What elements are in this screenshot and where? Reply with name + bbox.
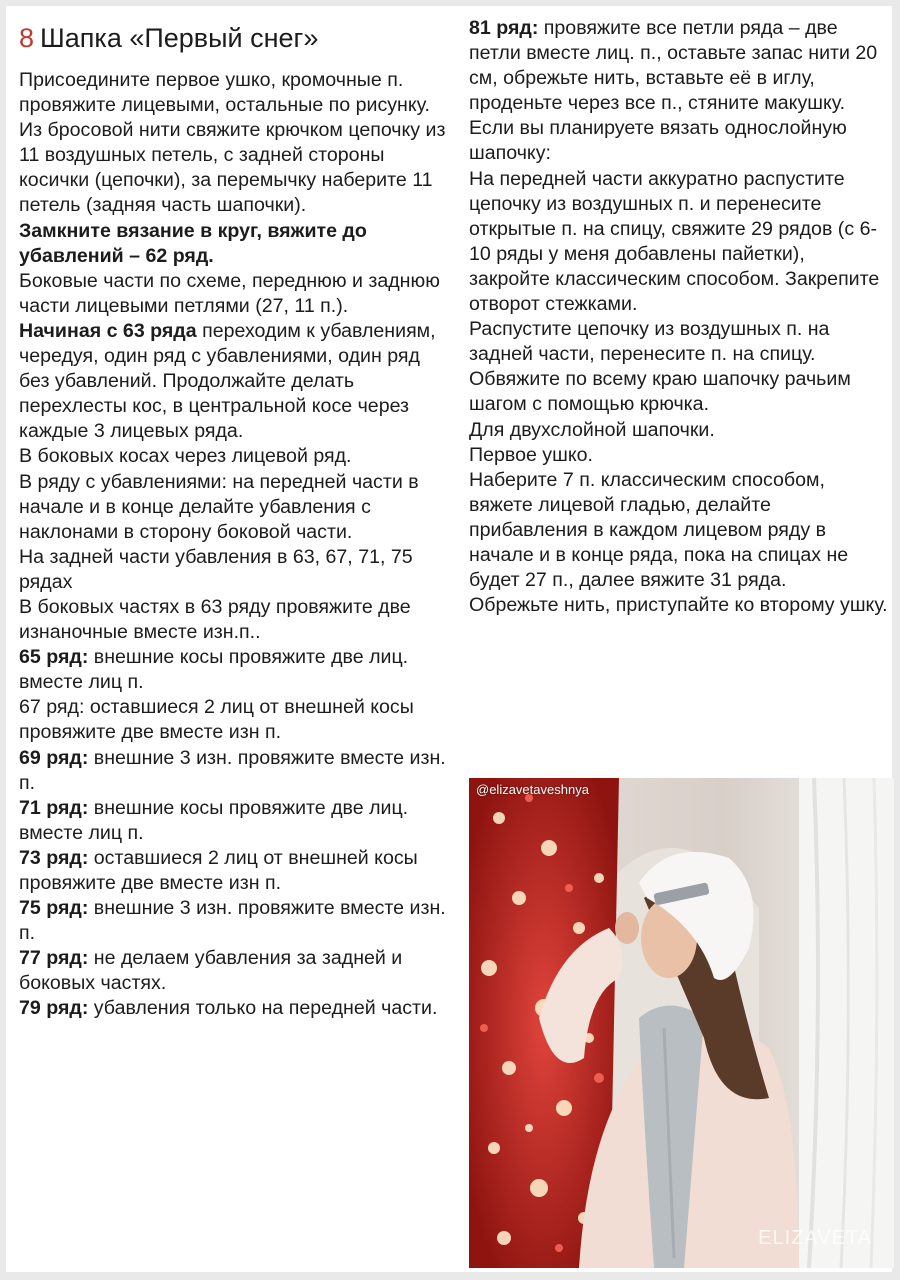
row-69 (19, 746, 449, 796)
row-71-label: 71 ряд: (19, 796, 89, 819)
paragraph-double-layer: Для двухслойной шапочки. (469, 418, 715, 441)
row-71 (19, 796, 449, 846)
paragraph-ear-cast-on: Наберите 7 п. классическим способом, вяжете лицевой гладью, делайте прибавления в каждом лицевом ряду в начале и в конце ряда, пока на спицах не будет 27 п., далее вяжите 31 ряда. (469, 468, 849, 592)
row-81-label: 81 ряд: (469, 17, 539, 39)
row-65-text: внешние косы провяжите две лиц. вместе лиц п. (19, 646, 409, 694)
row-69-label: 69 ряд: (19, 746, 89, 769)
paragraph-front-part: На передней части аккуратно распустите цепочку из воздушных п. и перенесите открытые п. на спицу, свяжите 29 рядов (с 6-10 ряды у меня добавлены пайетки), закройте классическим способом. Закрепите отворот стежками. (469, 167, 880, 316)
row-75 (19, 896, 449, 946)
paragraph-decrease-row: В ряду с убавлениями: на передней части в начале и в конце делайте убавления с наклонами в сторону боковой части. (19, 470, 419, 543)
paragraph-ear-attach: Присоедините первое ушко, кромочные п. провяжите лицевыми, остальные по рисунку. (19, 69, 430, 117)
paragraph-single-layer: Если вы планируете вязать однослойную шапочку: (469, 117, 847, 165)
row-75-text: внешние 3 изн. провяжите вместе изн. п. (19, 897, 446, 945)
row-77-text: не делаем убавления за задней и боковых частях. (19, 947, 403, 995)
row-73-label: 73 ряд: (19, 846, 89, 869)
row-79 (19, 996, 449, 1021)
row-81-text: провяжите все петли ряда – две петли вместе лиц. п., оставьте запас нити 20 см, обрежьте нить, вставьте её в иглу, проденьте через все п., стяните макушку. (469, 17, 878, 115)
row-67: 67 ряд: оставшиеся 2 лиц от внешней косы провяжите две вместе изн п. (19, 696, 414, 744)
row-77-label: 77 ряд: (19, 947, 89, 970)
title-text: Шапка «Первый снег» (40, 23, 319, 53)
row-77 (19, 946, 449, 996)
hat-photo (469, 778, 894, 1268)
row-69-text: внешние 3 изн. провяжите вместе изн. п. (19, 746, 446, 794)
photo-illustration (469, 778, 894, 1268)
row-71-text: внешние косы провяжите две лиц. вместе лиц п. (19, 796, 409, 844)
row-63-label: Начиная с 63 ряда (19, 319, 197, 342)
photo-handle: @elizavetaveshnya (476, 782, 589, 797)
row-81 (469, 16, 889, 116)
row-79-label: 79 ряд: (19, 997, 89, 1020)
paragraph-sides: Боковые части по схеме, переднюю и заднюю части лицевыми петлями (27, 11 п.). (19, 269, 440, 317)
paragraph-row-63 (19, 319, 449, 444)
row-63-text: переходим к убавлениям, чередуя, один ряд с убавлениями, один ряд без убавлений. Продолжайте делать перехлесты кос, в центральной косе через каждые 3 лицевых ряда. (19, 319, 436, 443)
page-title (19, 20, 449, 56)
paragraph-chain: Из бросовой нити свяжите крючком цепочку из 11 воздушных петель, с задней стороны косички (цепочки), за перемычку наберите 11 петель (задняя часть шапочки). (19, 119, 446, 217)
paragraph-side-cables: В боковых косах через лицевой ряд. (19, 445, 352, 468)
row-65 (19, 645, 449, 695)
paragraph-side-parts: В боковых частях в 63 ряду провяжите две изнаночные вместе изн.п.. (19, 595, 411, 644)
photo-watermark: ELIZAVETA (758, 1227, 872, 1249)
paragraph-cut-yarn: Обрежьте нить, приступайте ко второму ушку. (469, 594, 888, 617)
row-75-label: 75 ряд: (19, 897, 89, 920)
row-73-text: оставшиеся 2 лиц от внешней косы провяжите две вместе изн п. (19, 846, 418, 894)
title-number: 8 (19, 23, 35, 53)
row-73 (19, 846, 449, 896)
paragraph-join-round: Замкните вязание в круг, вяжите до убавлений – 62 ряд. (19, 219, 367, 267)
left-column (19, 20, 449, 1022)
paragraph-back-chain: Распустите цепочку из воздушных п. на задней части, перенесите п. на спицу. Обвяжите по всему краю шапочку рачьим шагом с помощью крючка. (469, 318, 851, 416)
row-65-label: 65 ряд: (19, 646, 89, 669)
right-column (469, 16, 889, 618)
paragraph-first-ear: Первое ушко. (469, 443, 593, 466)
paragraph-back-part: На задней части убавления в 63, 67, 71, 75 рядах (19, 545, 413, 593)
row-79-text: убавления только на передней части. (88, 997, 438, 1020)
